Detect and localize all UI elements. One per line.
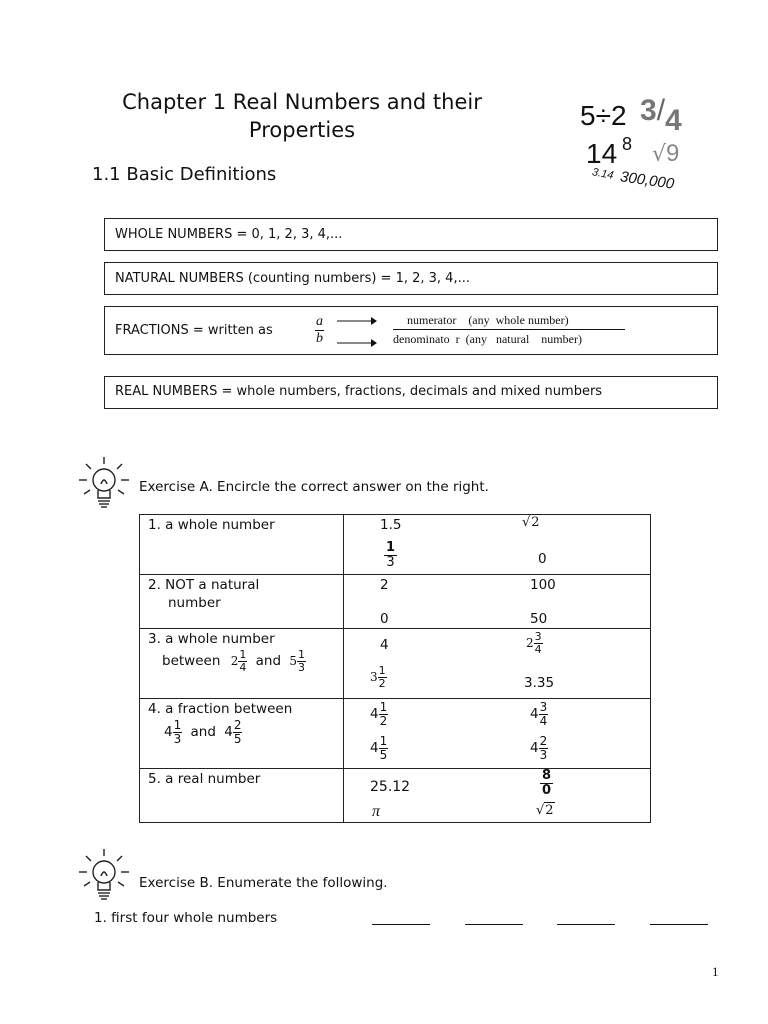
page-number: 1 xyxy=(712,964,719,979)
answer-option[interactable]: 25.12 xyxy=(370,779,411,795)
answer-option[interactable]: 2 $\frac{3}{4}$ xyxy=(526,630,542,656)
answer-blank[interactable] xyxy=(372,924,430,925)
answer-option[interactable]: 100 xyxy=(530,577,556,593)
answer-option[interactable]: 1.5 xyxy=(380,517,402,533)
logo-eight: 8 xyxy=(622,134,633,154)
section-heading: 1.1 Basic Definitions xyxy=(92,164,277,185)
numbers-logo xyxy=(578,96,698,200)
arrow-icon xyxy=(337,315,377,349)
logo-fourteen: 14 xyxy=(586,138,618,169)
answer-option[interactable]: 1 3 xyxy=(386,540,396,570)
fraction-explanation: numerator (any whole number) denominato r (any natural number) xyxy=(393,313,625,347)
lightbulb-icon xyxy=(76,846,132,904)
table-row: 2. NOT a natural number 2 100 0 50 xyxy=(140,575,651,629)
answer-option[interactable]: 3.35 xyxy=(524,675,555,691)
answer-option[interactable]: 4 $\frac{1}{2}$ xyxy=(370,700,388,728)
answer-option[interactable]: 4 xyxy=(380,637,389,653)
chapter-title-line1: Chapter 1 Real Numbers and their xyxy=(122,90,482,114)
logo-division: 5÷2 xyxy=(580,100,627,131)
answer-option[interactable]: 50 xyxy=(530,611,548,627)
answer-option[interactable]: 4 $\frac{1}{5}$ xyxy=(370,734,388,762)
whole-numbers-definition: WHOLE NUMBERS = 0, 1, 2, 3, 4,... xyxy=(104,218,718,251)
natural-numbers-definition: NATURAL NUMBERS (counting numbers) = 1, 2, 3, 4,... xyxy=(104,262,718,295)
exercise-b-item-1: 1. first four whole numbers xyxy=(94,910,278,926)
lightbulb-icon xyxy=(76,454,132,512)
chapter-title-line2: Properties xyxy=(248,118,356,142)
answer-option[interactable]: 0 xyxy=(380,611,389,627)
answer-option[interactable]: 3 $\frac{1}{2}$ xyxy=(370,664,386,690)
table-row: 4. a fraction between 4 $\frac{1}{3}$ and 4 $\frac{2}{5}$ 4 $\frac{1}{2}$ 4 $\frac{3}{4}$ 4 $\frac{1}{5}$ 4 $\frac{2}{3}$ xyxy=(140,699,651,769)
answer-blank[interactable] xyxy=(465,924,523,925)
answer-blank[interactable] xyxy=(557,924,615,925)
logo-pi: 3.14 xyxy=(591,166,615,182)
answer-option[interactable]: 4 $\frac{2}{3}$ xyxy=(530,734,548,762)
answer-blank[interactable] xyxy=(650,924,708,925)
logo-sqrt-nine: √9 xyxy=(652,140,680,167)
table-row: 1. a whole number 1.5 √2 1 3 0 xyxy=(140,515,651,575)
answer-option[interactable]: π xyxy=(372,803,381,820)
fraction-a-over-b: $\frac{a}{b}$ xyxy=(316,314,323,346)
answer-option[interactable]: 0 xyxy=(538,551,547,567)
answer-option[interactable]: 8 0 xyxy=(542,768,552,798)
answer-option[interactable]: √2 xyxy=(536,803,554,818)
real-numbers-definition: REAL NUMBERS = whole numbers, fractions, decimals and mixed numbers xyxy=(104,376,718,409)
chapter-title xyxy=(92,88,512,144)
fractions-definition: FRACTIONS = written as $\frac{a}{b}$ numerator (any whole number) denominato r (any natural number) xyxy=(104,306,718,355)
logo-large-number: 300,000 xyxy=(619,168,676,193)
answer-option[interactable]: 2 xyxy=(380,577,389,593)
logo-three-quarters: 3/4 xyxy=(640,94,682,137)
exercise-a-instructions: Exercise A. Encircle the correct answer on the right. xyxy=(139,479,489,495)
exercise-a-table xyxy=(139,514,651,823)
answer-option[interactable]: 4 $\frac{3}{4}$ xyxy=(530,700,548,728)
answer-option[interactable]: √2 xyxy=(522,515,540,530)
table-row: 5. a real number 25.12 8 0 π √2 xyxy=(140,769,651,823)
table-row: 3. a whole number between 2 $\frac{1}{4}$ and 5 $\frac{1}{3}$ 4 2 $\frac{3}{4}$ 3 $\frac{1}{2}$ 3.35 xyxy=(140,629,651,699)
exercise-b-instructions: Exercise B. Enumerate the following. xyxy=(139,875,388,891)
